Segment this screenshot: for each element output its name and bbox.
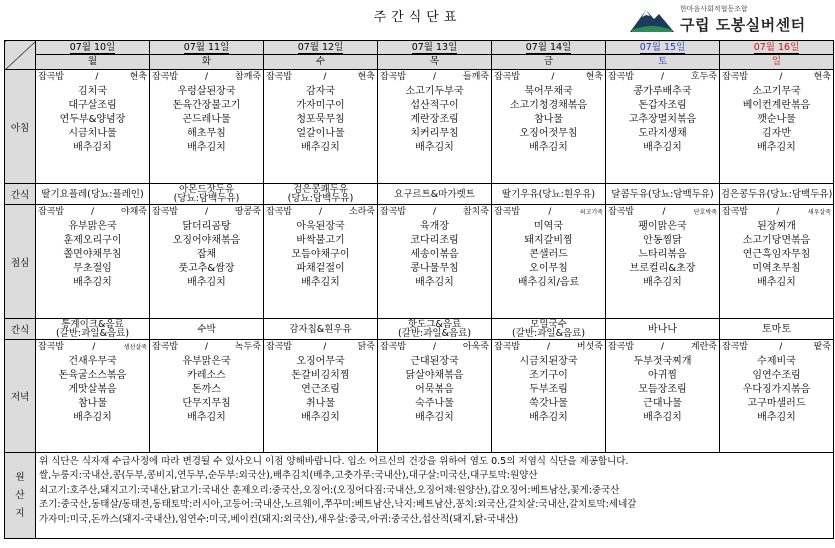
meal-cell — [720, 205, 834, 319]
menu-dish: 카레소스 — [187, 370, 226, 381]
date-cell — [606, 41, 720, 55]
date-cell — [492, 41, 606, 55]
meal-row — [5, 205, 834, 319]
menu-dish: 가자미구이 — [296, 100, 345, 111]
menu-dish: 쑥갓나물 — [529, 398, 568, 409]
slash-divider: / — [90, 207, 95, 217]
snack-item: (당뇨:담백두유) — [287, 193, 354, 204]
menu-dish: 배추김치 — [187, 412, 226, 423]
date-label: 07월 11일 — [183, 42, 230, 53]
porridge-item: 쇠고기죽 — [579, 209, 603, 216]
rice-porridge-line — [379, 70, 490, 85]
menu-dish: 단무지무침 — [182, 398, 231, 409]
origin-note-line: 조기:중국산,동태살/동태전,동태토막:러시아,고등어:국내산,노르웨이,쭈꾸미:베트남산,낙지:베트남산,꽁치:외국산,갈치살:국내산,갈치토막:세네갈 — [39, 499, 637, 511]
menu-dish: 계란장조림 — [410, 114, 459, 125]
slash-divider: / — [551, 72, 555, 82]
snack-cell — [36, 184, 150, 205]
date-label: 07월 10일 — [69, 42, 116, 53]
rice-porridge-line — [151, 70, 262, 85]
menu-dish: 시금치나물 — [68, 128, 117, 139]
meal-cell — [378, 205, 492, 319]
origin-note-line: 위 식단은 식자재 수급사정에 따라 변경될 수 있사오니 이점 양해바랍니다. 입소 어르신의 건강을 위하여 염도 0.5의 저염식 식단을 제공합니다. — [39, 456, 629, 467]
origin-label-char: 산 — [15, 489, 25, 501]
menu-dish: 고추장멸치볶음 — [628, 114, 697, 125]
snack-item: 달콤두유(당뇨:담백두유) — [611, 188, 714, 200]
rice-item: 잡곡밥 — [38, 342, 65, 352]
rice-porridge-line — [721, 340, 832, 355]
menu-dish: 수제비국 — [757, 356, 796, 367]
snack-cell — [606, 184, 720, 205]
menu-dish: 조기구이 — [529, 370, 568, 381]
porridge-item: 새우살죽 — [807, 209, 831, 216]
snack-cell — [150, 184, 264, 205]
snack-row — [5, 319, 834, 340]
date-label: 07월 12일 — [297, 42, 344, 53]
porridge-item: 소라죽 — [348, 207, 375, 217]
menu-dish: 우다징가지볶음 — [742, 384, 811, 395]
menu-dish: 우렁살된장국 — [177, 86, 236, 97]
origin-label-char: 지 — [15, 507, 25, 519]
menu-dish: 배추김치 — [643, 142, 682, 153]
snack-cell — [150, 319, 264, 340]
menu-dish: 참나물 — [78, 398, 107, 409]
rice-item: 잡곡밥 — [608, 72, 635, 82]
menu-dish: 배추김치 — [301, 277, 340, 288]
rice-item: 잡곡밥 — [266, 207, 293, 217]
porridge-item: 참깨죽 — [234, 72, 261, 82]
menu-dish: 배추김치 — [301, 412, 340, 423]
date-cell — [378, 41, 492, 55]
porridge-item: 생선살죽 — [123, 344, 147, 351]
snack-item: (갈반:과일&음료) — [397, 328, 472, 339]
snack-label: 간식 — [5, 184, 36, 205]
menu-dish: 베이컨계란볶음 — [742, 100, 811, 111]
meal-cell — [150, 340, 264, 453]
menu-dish: 돼지갈비찜 — [524, 235, 573, 246]
menu-dish: 대구살조림 — [68, 100, 117, 111]
menu-dish: 배추김치 — [73, 277, 112, 288]
meal-label: 저녁 — [5, 340, 36, 453]
menu-dish: 배추김치 — [529, 142, 568, 153]
rice-item: 잡곡밥 — [380, 207, 407, 217]
slash-divider: / — [204, 342, 209, 352]
date-cell — [36, 41, 150, 55]
slash-divider: / — [92, 342, 96, 352]
menu-dish: 콘샐러드 — [529, 249, 568, 260]
weekday-cell: 수 — [264, 55, 378, 70]
menu-dish: 유부맑은국 — [182, 356, 231, 367]
snack-cell — [492, 319, 606, 340]
slash-divider: / — [779, 342, 783, 352]
snack-cell — [378, 319, 492, 340]
menu-dish: 배추김치 — [415, 142, 454, 153]
porridge-item: 계란죽 — [690, 342, 717, 352]
menu-dish: 도라지생채 — [638, 128, 687, 139]
meal-cell — [264, 70, 378, 184]
snack-item: 검은콩두유(당뇨:담백두유) — [720, 188, 833, 200]
menu-dish: 돈갑자조림 — [638, 100, 687, 111]
menu-dish: 아귀찜 — [648, 370, 677, 381]
snack-item: 검은콩쾌두유 — [292, 184, 349, 195]
table-corner-cell — [5, 41, 36, 70]
notes-row — [5, 453, 834, 539]
menu-dish: 무초절임 — [73, 263, 112, 274]
menu-dish: 배추김치 — [301, 142, 340, 153]
rice-porridge-line — [265, 205, 376, 220]
meal-cell — [264, 205, 378, 319]
slash-divider: / — [776, 207, 780, 217]
rice-porridge-line — [493, 340, 604, 355]
menu-dish: 된장찌개 — [757, 221, 796, 232]
menu-dish: 참나물 — [534, 114, 563, 125]
menu-dish: 배추김치 — [757, 412, 796, 423]
page-title: 주간식단표 — [373, 10, 462, 25]
date-cell — [150, 41, 264, 55]
origin-label-char: 원 — [15, 471, 25, 483]
slash-divider: / — [432, 342, 437, 352]
snack-item: (당뇨:담백두유) — [173, 193, 240, 204]
menu-dish: 청포묵무침 — [296, 114, 345, 125]
weekday-cell: 화 — [150, 55, 264, 70]
menu-dish: 콩가루배추국 — [633, 86, 692, 97]
snack-cell — [720, 184, 834, 205]
slash-divider: / — [662, 207, 666, 217]
snack-cell — [378, 184, 492, 205]
rice-item: 잡곡밥 — [608, 207, 635, 217]
meal-cell — [36, 70, 150, 184]
menu-dish: 연근흑임자무침 — [742, 249, 811, 260]
rice-porridge-line — [379, 205, 490, 220]
meal-cell — [606, 70, 720, 184]
rice-porridge-line — [37, 205, 148, 220]
menu-dish: 세송이볶음 — [410, 249, 459, 260]
menu-dish: 돈육굴소스볶음 — [58, 370, 127, 381]
menu-dish: 치커리무침 — [410, 128, 459, 139]
menu-dish: 미역국 — [534, 221, 563, 232]
rice-item: 잡곡밥 — [152, 72, 179, 82]
porridge-item: 들깨죽 — [462, 72, 489, 82]
menu-dish: 바싹불고기 — [296, 235, 345, 246]
origin-note-line: 쌀,누룽지:국내산,콩(두부,콩비지,연두부,순두부:외국산),배추김치(배추,고춧가루:국내산),대구살:미국산,대구토막:원양산 — [39, 470, 538, 482]
slash-divider: / — [660, 342, 665, 352]
org-logo — [628, 2, 833, 36]
snack-item: (갈반:과일&음료) — [511, 328, 586, 339]
meal-cell — [720, 70, 834, 184]
origin-note-line: 쇠고기:호주산,돼지고기:국내산,닭고기:국내산 훈제오리:중국산,오징어:(오징어다짐:국내산,오징어채:원양산),갑오징어:베트남산,꽃게:중국산 — [39, 484, 620, 496]
porridge-item: 팥죽 — [813, 342, 831, 352]
menu-dish: 잡채 — [196, 249, 217, 260]
rice-porridge-line — [151, 205, 262, 220]
menu-dish: 배추김치 — [73, 412, 112, 423]
weekday-cell: 월 — [36, 55, 150, 70]
weekday-header-row — [5, 55, 834, 70]
rice-item: 잡곡밥 — [722, 342, 749, 352]
porridge-item: 단호박죽 — [693, 209, 717, 216]
menu-dish: 북어무채국 — [524, 86, 573, 97]
menu-dish: 숙주나물 — [415, 398, 454, 409]
rice-porridge-line — [493, 70, 604, 85]
porridge-item: 현축 — [585, 72, 603, 82]
menu-dish: 두부조림 — [529, 384, 568, 395]
slash-divider: / — [318, 207, 323, 217]
porridge-item: 참치죽 — [462, 207, 489, 217]
rice-porridge-line — [379, 340, 490, 355]
rice-porridge-line — [37, 340, 148, 355]
meal-cell — [492, 70, 606, 184]
origin-label — [5, 453, 36, 539]
menu-dish: 섭산적구이 — [410, 100, 459, 111]
meal-row — [5, 340, 834, 453]
rice-porridge-line — [721, 205, 832, 220]
date-label: 07월 15일 — [639, 42, 686, 53]
origin-notes — [36, 453, 834, 539]
menu-dish: 곤드레나물 — [182, 114, 231, 125]
weekday-cell: 일 — [720, 55, 834, 70]
menu-dish: 배추김치 — [415, 412, 454, 423]
mountain-logo-icon — [628, 4, 676, 34]
weekday-cell: 금 — [492, 55, 606, 70]
snack-item: 감자칩&흰우유 — [289, 323, 352, 335]
menu-dish: 소고기당면볶음 — [742, 235, 811, 246]
meal-label: 점심 — [5, 205, 36, 319]
rice-porridge-line — [607, 340, 718, 355]
menu-dish: 풋고추&쌈장 — [178, 263, 235, 274]
meal-cell — [492, 205, 606, 319]
date-label: 07월 13일 — [411, 42, 458, 53]
menu-dish: 돈갈비김치찜 — [291, 370, 350, 381]
snack-cell — [36, 319, 150, 340]
meal-label: 아침 — [5, 70, 36, 184]
menu-dish: 오징어야채볶음 — [172, 235, 241, 246]
menu-dish: 오징어무국 — [296, 356, 345, 367]
rice-porridge-line — [37, 70, 148, 85]
rice-item: 잡곡밥 — [494, 342, 521, 352]
logo-center-name: 구립 도봉실버센터 — [680, 16, 806, 34]
menu-dish: 근대된장국 — [410, 356, 459, 367]
slash-divider: / — [546, 342, 551, 352]
snack-row — [5, 184, 834, 205]
snack-item: 통계이크&음료 — [61, 319, 124, 330]
menu-dish: 닭더리곰탕 — [182, 221, 231, 232]
menu-dish: 닭살야채볶음 — [405, 370, 464, 381]
menu-dish: 모듬장조림 — [638, 384, 687, 395]
weekday-cell: 목 — [378, 55, 492, 70]
meal-cell — [606, 340, 720, 453]
slash-divider: / — [204, 207, 209, 217]
menu-dish: 돈육간장불고기 — [172, 100, 241, 111]
menu-dish: 배추김치 — [529, 412, 568, 423]
porridge-item: 현축 — [357, 72, 375, 82]
menu-dish: 감자국 — [306, 86, 335, 97]
slash-divider: / — [204, 72, 209, 82]
snack-item: 요구르트&마가렛트 — [394, 188, 475, 200]
menu-dish: 고구마샐러드 — [747, 398, 806, 409]
menu-dish: 오이무침 — [529, 263, 568, 274]
menu-dish: 소고기두부국 — [405, 86, 464, 97]
menu-dish: 배추김치 — [757, 277, 796, 288]
menu-dish: 브로컬리&초장 — [629, 263, 696, 274]
porridge-item: 녹두죽 — [234, 342, 261, 352]
menu-dish: 배추김치 — [643, 277, 682, 288]
snack-cell — [720, 319, 834, 340]
rice-item: 잡곡밥 — [38, 207, 65, 217]
meal-cell — [492, 340, 606, 453]
snack-item: 토마토 — [762, 323, 791, 335]
menu-dish: 게맛살볶음 — [68, 384, 117, 395]
menu-dish: 임연수조림 — [752, 370, 801, 381]
porridge-item: 호두죽 — [690, 72, 717, 82]
rice-porridge-line — [493, 205, 604, 220]
snack-cell — [264, 184, 378, 205]
meal-cell — [378, 340, 492, 453]
menu-dish: 김자반 — [762, 128, 791, 139]
porridge-item: 현축 — [813, 72, 831, 82]
snack-item: 핫도그&음료 — [407, 319, 462, 330]
slash-divider: / — [432, 207, 437, 217]
meal-cell — [378, 70, 492, 184]
meal-cell — [720, 340, 834, 453]
menu-dish: 콩나물무침 — [410, 263, 459, 274]
menu-dish: 소고기청경채볶음 — [509, 100, 588, 111]
rice-item: 잡곡밥 — [494, 72, 521, 82]
date-label: 07월 16일 — [753, 42, 800, 53]
meal-cell — [150, 70, 264, 184]
menu-dish: 아욱된장국 — [296, 221, 345, 232]
menu-dish: 쫄면야채무침 — [63, 249, 122, 260]
meal-cell — [264, 340, 378, 453]
menu-dish: 미역초무침 — [752, 263, 801, 274]
rice-item: 잡곡밥 — [380, 72, 407, 82]
meal-cell — [36, 340, 150, 453]
date-cell — [720, 41, 834, 55]
meal-cell — [150, 205, 264, 319]
rice-porridge-line — [265, 70, 376, 85]
menu-dish: 팽이맑은국 — [638, 221, 687, 232]
date-label: 07월 14일 — [525, 42, 572, 53]
rice-item: 잡곡밥 — [722, 72, 749, 82]
date-header-row — [5, 41, 834, 55]
weekday-cell: 토 — [606, 55, 720, 70]
menu-dish: 배추김치 — [187, 142, 226, 153]
menu-dish: 두부젓국찌개 — [633, 356, 692, 367]
menu-dish: 시금치된장국 — [519, 356, 578, 367]
porridge-item: 닭죽 — [357, 342, 375, 352]
snack-cell — [492, 184, 606, 205]
slash-divider: / — [548, 207, 552, 217]
snack-item: 바나나 — [648, 323, 677, 335]
rice-item: 잡곡밥 — [38, 72, 65, 82]
slash-divider: / — [95, 72, 99, 82]
menu-dish: 파채겉절이 — [296, 263, 345, 274]
rice-porridge-line — [607, 70, 718, 85]
porridge-item: 버섯죽 — [576, 342, 603, 352]
porridge-item: 현축 — [129, 72, 147, 82]
menu-dish: 배추김치/음료 — [517, 277, 580, 288]
slash-divider: / — [323, 342, 327, 352]
menu-dish: 돈까스 — [192, 384, 221, 395]
menu-dish: 훈제오리구이 — [63, 235, 122, 246]
rice-item: 잡곡밥 — [380, 342, 407, 352]
menu-dish: 코다리조림 — [410, 235, 459, 246]
rice-porridge-line — [151, 340, 262, 355]
meal-cell — [36, 205, 150, 319]
rice-item: 잡곡밥 — [722, 207, 749, 217]
menu-dish: 근대나물 — [643, 398, 682, 409]
menu-dish: 연두부&양념장 — [59, 114, 126, 125]
menu-dish: 배추김치 — [73, 142, 112, 153]
menu-dish: 배추김치 — [757, 142, 796, 153]
rice-item: 잡곡밥 — [494, 207, 521, 217]
snack-cell — [606, 319, 720, 340]
menu-dish: 유부맑은국 — [68, 221, 117, 232]
snack-label: 간식 — [5, 319, 36, 340]
slash-divider: / — [432, 72, 437, 82]
porridge-item: 땅콩죽 — [234, 207, 261, 217]
rice-item: 잡곡밥 — [608, 342, 635, 352]
snack-item: 아몬드잣두유 — [178, 184, 235, 195]
snack-item: (갈반:과일&음료) — [55, 328, 130, 339]
slash-divider: / — [323, 72, 327, 82]
menu-dish: 해초무침 — [187, 128, 226, 139]
menu-dish: 안동찜닭 — [643, 235, 682, 246]
rice-porridge-line — [607, 205, 718, 220]
meal-cell — [606, 205, 720, 319]
rice-item: 잡곡밥 — [152, 342, 179, 352]
menu-dish: 느타리볶음 — [638, 249, 687, 260]
rice-item: 잡곡밥 — [152, 207, 179, 217]
slash-divider: / — [660, 72, 665, 82]
snack-item: 딸기우유(당뇨:흰우유) — [501, 188, 596, 200]
menu-dish: 모듬야채구이 — [291, 249, 350, 260]
meal-row — [5, 70, 834, 184]
menu-dish: 건새우무국 — [68, 356, 117, 367]
menu-dish: 배추김치 — [643, 412, 682, 423]
rice-porridge-line — [721, 70, 832, 85]
menu-dish: 깻순나물 — [757, 114, 796, 125]
menu-dish: 얼갈이나물 — [296, 128, 345, 139]
rice-porridge-line — [265, 340, 376, 355]
snack-item: 딸기요플레(당뇨:플레인) — [41, 188, 144, 200]
origin-note-line: 가자미:미국,돈까스(돼지-국내산),임연수:미국,베이컨(돼지:외국산),새우살:중국,아귀:중국산,섭산적(돼지,닭-국내산) — [39, 513, 519, 525]
porridge-item: 아욱죽 — [462, 342, 489, 352]
porridge-item: 야채죽 — [120, 207, 147, 217]
snack-item: 수박 — [197, 323, 216, 335]
menu-dish: 소고기무국 — [752, 86, 801, 97]
logo-org-name: 한마음사회적협동조합 — [680, 5, 748, 13]
snack-item: 모밀국수 — [530, 319, 567, 330]
menu-dish: 오징어젓무침 — [519, 128, 578, 139]
menu-dish: 취나물 — [306, 398, 335, 409]
menu-dish: 배추김치 — [187, 277, 226, 288]
menu-dish: 김치국 — [78, 86, 107, 97]
slash-divider: / — [779, 72, 783, 82]
menu-dish: 육개장 — [420, 221, 449, 232]
date-cell — [264, 41, 378, 55]
snack-cell — [264, 319, 378, 340]
menu-dish: 어묵볶음 — [415, 384, 454, 395]
rice-item: 잡곡밥 — [266, 342, 293, 352]
menu-dish: 연근조림 — [301, 384, 340, 395]
weekly-menu-table — [4, 40, 834, 539]
rice-item: 잡곡밥 — [266, 72, 293, 82]
menu-dish: 배추김치 — [415, 277, 454, 288]
